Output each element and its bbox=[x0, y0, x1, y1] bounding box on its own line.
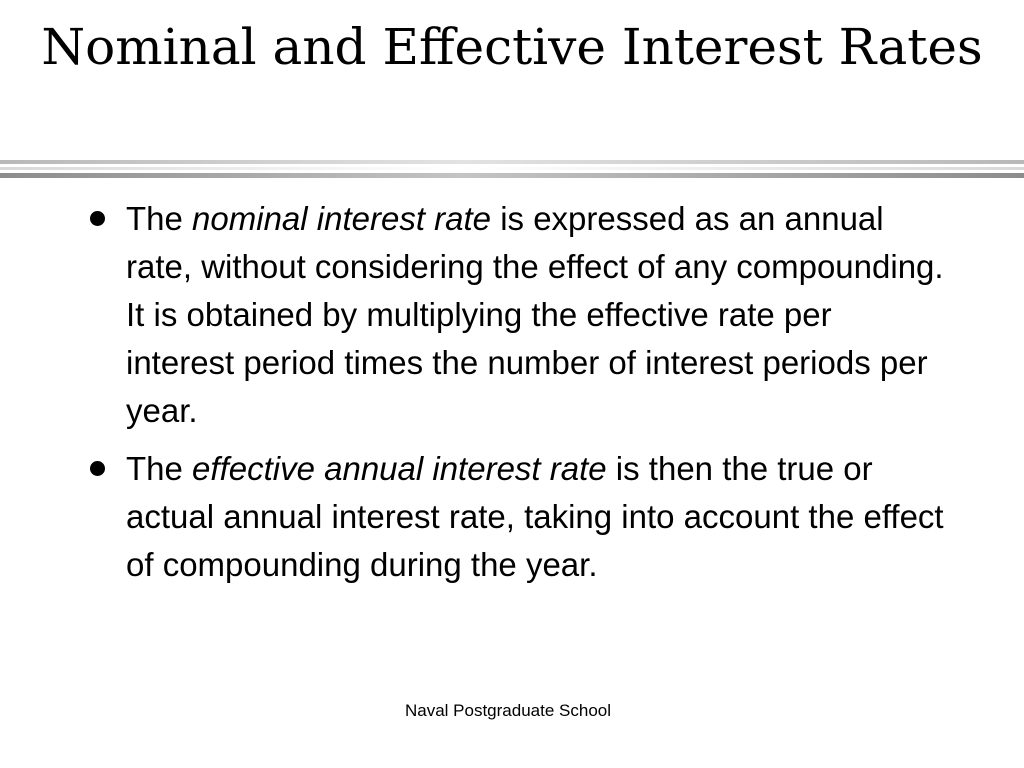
slide-footer bbox=[0, 700, 1024, 722]
bullet-emphasis: nominal interest rate bbox=[192, 200, 492, 237]
bullet-item-nominal bbox=[86, 195, 946, 435]
bullet-item-effective bbox=[86, 445, 946, 589]
slide-title: Nominal and Effective Interest Rates bbox=[41, 18, 983, 76]
bullet-text: is expressed as an annual rate, without considering the effect of any compounding. It is obtained by multiplying the effective rate per interest period times the number of interest periods per year. bbox=[126, 200, 944, 429]
bullet-prefix: The bbox=[126, 200, 193, 237]
bullet-text: is then the true or actual annual interest rate, taking into account the effect of compounding during the year. bbox=[126, 450, 944, 583]
bullet-dot-icon bbox=[90, 461, 105, 476]
title-divider-bottom bbox=[0, 173, 1024, 178]
footer-text: Naval Postgraduate School bbox=[404, 701, 612, 720]
bullet-emphasis: effective annual interest rate bbox=[192, 450, 607, 487]
title-divider-top bbox=[0, 160, 1024, 164]
bullet-dot-icon bbox=[90, 211, 105, 226]
bullet-prefix: The bbox=[126, 450, 193, 487]
title-divider-middle bbox=[0, 167, 1024, 170]
bullet-list bbox=[86, 195, 946, 599]
